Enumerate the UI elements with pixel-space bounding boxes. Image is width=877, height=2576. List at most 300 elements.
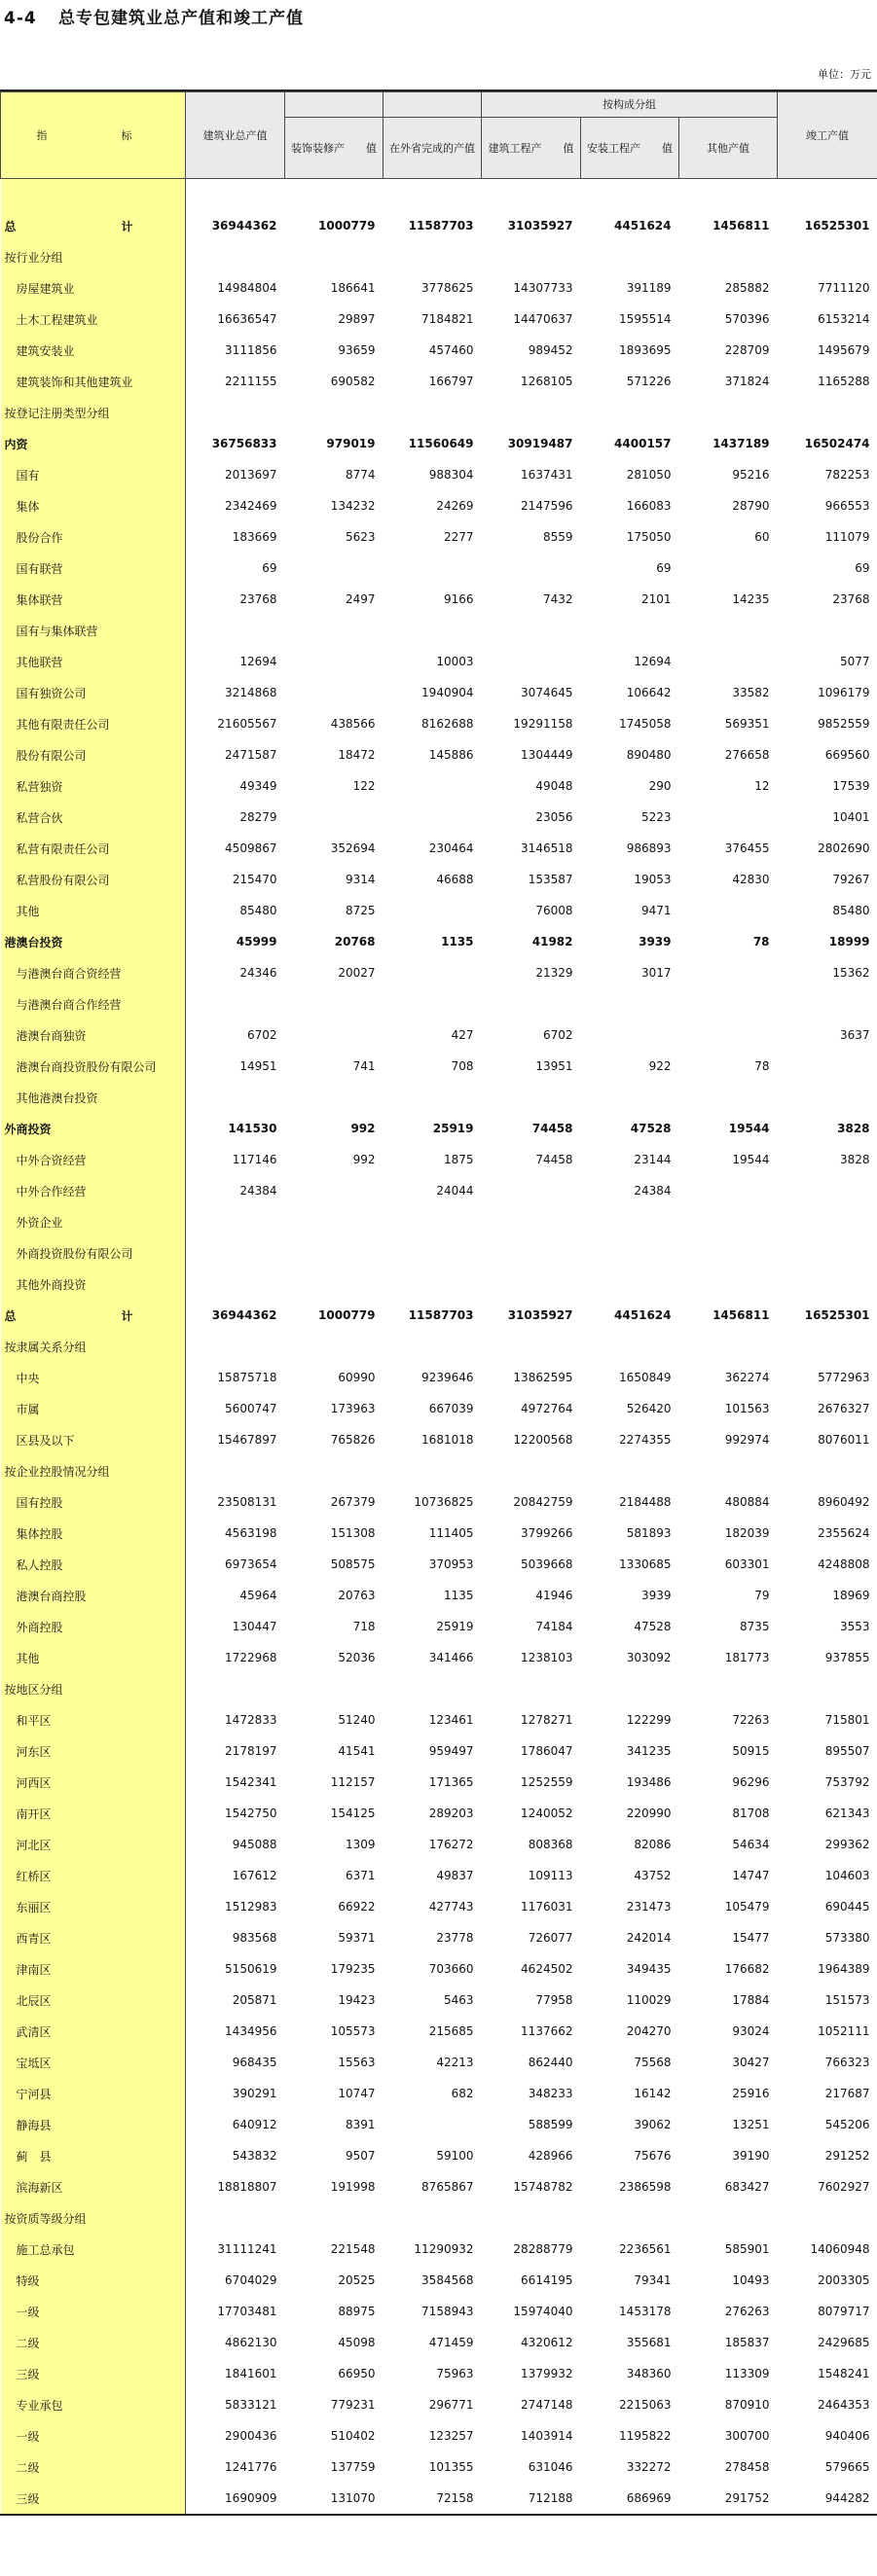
- table-row: [1, 1113, 877, 1144]
- cell-value: [679, 397, 778, 428]
- cell-value: 9166: [443, 592, 474, 606]
- table-row: [1, 646, 877, 677]
- cell-value: 52036: [338, 1651, 376, 1664]
- cell-value: 31035927: [507, 1308, 573, 1322]
- cell-value: 285882: [724, 281, 770, 295]
- cell-value: 579665: [824, 2460, 870, 2474]
- table-row: [1, 1331, 877, 1362]
- cell-value: 215470: [232, 873, 277, 886]
- cell-value: 18969: [832, 1589, 870, 1602]
- cell-value: 291752: [724, 2491, 770, 2505]
- table-row: [1, 1611, 877, 1642]
- table-row: [1, 833, 877, 864]
- cell-value: 3637: [839, 1028, 870, 1042]
- cell-value: 39190: [732, 2149, 770, 2163]
- cell-value: 6614195: [521, 2273, 573, 2287]
- row-label: 一级: [1, 2420, 186, 2451]
- spacer-row: [1, 179, 877, 211]
- cell-value: 3214868: [225, 686, 277, 699]
- cell-value: 3939: [640, 1589, 672, 1602]
- cell-value: 20763: [338, 1589, 376, 1602]
- cell-value: 2464353: [818, 2398, 870, 2412]
- row-label: 其他: [1, 895, 186, 926]
- cell-value: 779231: [330, 2398, 376, 2412]
- cell-value: 59100: [436, 2149, 474, 2163]
- row-label: 一级: [1, 2296, 186, 2327]
- cell-value: 341235: [626, 1744, 672, 1758]
- cell-value: [679, 988, 778, 1020]
- cell-value: [679, 241, 778, 272]
- cell-value: 940406: [824, 2429, 870, 2443]
- row-label: 其他港澳台投资: [1, 1082, 186, 1113]
- table-row: [1, 2296, 877, 2327]
- cell-value: 290: [648, 779, 672, 793]
- cell-value: 18818807: [217, 2180, 277, 2194]
- cell-value: [384, 1455, 482, 1486]
- cell-value: 7158943: [421, 2305, 474, 2318]
- cell-value: 111405: [428, 1526, 474, 1540]
- cell-value: 14307733: [513, 281, 573, 295]
- cell-value: 1241776: [225, 2460, 277, 2474]
- cell-value: 1135: [441, 935, 474, 948]
- cell-value: 123257: [428, 2429, 474, 2443]
- cell-value: 390291: [232, 2087, 277, 2100]
- table-row: [1, 708, 877, 739]
- cell-value: 5463: [443, 1993, 474, 2007]
- cell-value: 1165288: [818, 375, 870, 388]
- cell-value: 81708: [732, 1807, 770, 1820]
- cell-value: 6153214: [818, 312, 870, 326]
- unit-label: 单位：万元: [818, 68, 871, 81]
- table-row: [1, 1300, 877, 1331]
- cell-value: 2355624: [818, 1526, 870, 1540]
- cell-value: 667039: [428, 1402, 474, 1415]
- cell-value: [384, 802, 482, 833]
- table-row: [1, 2202, 877, 2234]
- cell-value: 1893695: [619, 343, 672, 357]
- row-label: 按隶属关系分组: [1, 1331, 186, 1362]
- cell-value: 5623: [345, 530, 376, 544]
- cell-value: 1964389: [818, 1962, 870, 1976]
- cell-value: [384, 2109, 482, 2140]
- cell-value: [679, 957, 778, 988]
- cell-value: 1542750: [225, 1807, 277, 1820]
- cell-value: [482, 1082, 581, 1113]
- table-row: [1, 584, 877, 615]
- cell-value: [778, 1051, 877, 1082]
- row-label: 私营合伙: [1, 802, 186, 833]
- cell-value: 182039: [724, 1526, 770, 1540]
- cell-value: 31111241: [217, 2242, 277, 2256]
- cell-value: 15563: [338, 2056, 376, 2069]
- cell-value: 166083: [626, 499, 672, 513]
- row-label: 外商投资股份有限公司: [1, 1237, 186, 1269]
- table-row: [1, 397, 877, 428]
- cell-value: 1240052: [521, 1807, 573, 1820]
- table-row: [1, 2451, 877, 2483]
- cell-value: 5077: [839, 655, 870, 668]
- cell-value: 16525301: [804, 219, 870, 233]
- cell-value: 19053: [634, 873, 672, 886]
- cell-value: 2274355: [619, 1433, 672, 1447]
- cell-value: 79341: [634, 2273, 672, 2287]
- cell-value: 289203: [428, 1807, 474, 1820]
- cell-value: 10003: [436, 655, 474, 668]
- table-row: [1, 1580, 877, 1611]
- cell-value: 30427: [732, 2056, 770, 2069]
- cell-value: 14060948: [810, 2242, 870, 2256]
- cell-value: [285, 646, 384, 677]
- cell-value: 1252559: [521, 1775, 573, 1789]
- cell-value: 154125: [330, 1807, 376, 1820]
- cell-value: 205871: [232, 1993, 277, 2007]
- row-label: 与港澳台商合资经营: [1, 957, 186, 988]
- cell-value: 36756833: [211, 437, 277, 450]
- cell-value: 25916: [732, 2087, 770, 2100]
- cell-value: 1304449: [521, 748, 573, 762]
- cell-value: 24384: [634, 1184, 672, 1198]
- cell-value: 3778625: [421, 281, 474, 295]
- cell-value: 41982: [531, 935, 573, 948]
- cell-value: 3017: [640, 966, 672, 980]
- cell-value: 3111856: [225, 343, 277, 357]
- cell-value: [778, 615, 877, 646]
- cell-value: 2900436: [225, 2429, 277, 2443]
- table-row: [1, 677, 877, 708]
- cell-value: [384, 1269, 482, 1300]
- cell-value: [581, 1237, 679, 1269]
- cell-value: [482, 1237, 581, 1269]
- cell-value: 2497: [345, 592, 376, 606]
- cell-value: 185837: [724, 2336, 770, 2349]
- cell-value: 1137662: [521, 2024, 573, 2038]
- row-label: 港澳台商独资: [1, 1020, 186, 1051]
- row-label: 私人控股: [1, 1549, 186, 1580]
- cell-value: [285, 241, 384, 272]
- row-label: 区县及以下: [1, 1424, 186, 1455]
- cell-value: [482, 1206, 581, 1237]
- cell-value: [482, 1331, 581, 1362]
- cell-value: [285, 1020, 384, 1051]
- cell-value: [384, 553, 482, 584]
- cell-value: [384, 1082, 482, 1113]
- cell-value: [778, 397, 877, 428]
- cell-value: 2236561: [619, 2242, 672, 2256]
- cell-value: 176272: [428, 1838, 474, 1851]
- cell-value: [285, 802, 384, 833]
- cell-value: 24346: [239, 966, 277, 980]
- cell-value: 11587703: [408, 219, 474, 233]
- cell-value: [186, 1269, 285, 1300]
- cell-value: 545206: [824, 2118, 870, 2131]
- cell-value: [285, 1206, 384, 1237]
- header-blank-1: [285, 92, 384, 118]
- table-row: [1, 2016, 877, 2047]
- cell-value: 959497: [428, 1744, 474, 1758]
- cell-value: [186, 397, 285, 428]
- cell-value: 5600747: [225, 1402, 277, 1415]
- cell-value: 66950: [338, 2367, 376, 2380]
- cell-value: 3553: [839, 1620, 870, 1633]
- cell-value: 621343: [824, 1807, 870, 1820]
- cell-value: [285, 1237, 384, 1269]
- cell-value: 74458: [531, 1122, 573, 1135]
- table-row: [1, 366, 877, 397]
- cell-value: 28288779: [513, 2242, 573, 2256]
- cell-value: 6702: [542, 1028, 573, 1042]
- cell-value: 303092: [626, 1651, 672, 1664]
- cell-value: 109113: [528, 1869, 573, 1882]
- cell-value: 88975: [338, 2305, 376, 2318]
- table-row: [1, 2140, 877, 2171]
- cell-value: 60990: [338, 1371, 376, 1384]
- cell-value: 4451624: [614, 219, 672, 233]
- cell-value: 570396: [724, 312, 770, 326]
- table-row: [1, 1082, 877, 1113]
- cell-value: 10401: [832, 810, 870, 824]
- cell-value: [482, 615, 581, 646]
- cell-value: 186641: [330, 281, 376, 295]
- cell-value: 690582: [330, 375, 376, 388]
- cell-value: 6702: [246, 1028, 277, 1042]
- cell-value: [384, 397, 482, 428]
- cell-value: 588599: [528, 2118, 573, 2131]
- cell-value: [384, 1331, 482, 1362]
- cell-value: 19291158: [513, 717, 573, 731]
- table-row: [1, 1175, 877, 1206]
- row-label: 其他联营: [1, 646, 186, 677]
- cell-value: 573380: [824, 1931, 870, 1945]
- cell-value: 20842759: [513, 1495, 573, 1509]
- cell-value: 221548: [330, 2242, 376, 2256]
- cell-value: 6704029: [225, 2273, 277, 2287]
- cell-value: 123461: [428, 1713, 474, 1727]
- cell-value: 8725: [345, 904, 376, 917]
- cell-value: 1238103: [521, 1651, 573, 1664]
- cell-value: 215685: [428, 2024, 474, 2038]
- table-row: [1, 1549, 877, 1580]
- cell-value: 355681: [626, 2336, 672, 2349]
- cell-value: [285, 2202, 384, 2234]
- cell-value: 105479: [724, 1900, 770, 1914]
- row-label: 北辰区: [1, 1985, 186, 2016]
- cell-value: 21329: [535, 966, 573, 980]
- table-row: [1, 1393, 877, 1424]
- cell-value: 300700: [724, 2429, 770, 2443]
- cell-value: 23056: [535, 810, 573, 824]
- table-row: [1, 1362, 877, 1393]
- cell-value: [778, 2202, 877, 2234]
- cell-value: 427743: [428, 1900, 474, 1914]
- cell-value: 1786047: [521, 1744, 573, 1758]
- cell-value: 370953: [428, 1557, 474, 1571]
- row-label: 静海县: [1, 2109, 186, 2140]
- table-row: [1, 1269, 877, 1300]
- cell-value: [679, 646, 778, 677]
- cell-value: 6973654: [225, 1557, 277, 1571]
- cell-value: 267379: [330, 1495, 376, 1509]
- cell-value: 10493: [732, 2273, 770, 2287]
- header-out-of-province: 在外省完成的产值: [384, 118, 482, 179]
- cell-value: 72263: [732, 1713, 770, 1727]
- cell-value: 862440: [528, 2056, 573, 2069]
- cell-value: 14951: [239, 1059, 277, 1073]
- cell-value: 45999: [236, 935, 277, 948]
- cell-value: [679, 802, 778, 833]
- cell-value: 352694: [330, 841, 376, 855]
- row-label: 港澳台商控股: [1, 1580, 186, 1611]
- table-row: [1, 2483, 877, 2514]
- cell-value: [186, 2202, 285, 2234]
- table-row: [1, 1767, 877, 1798]
- cell-value: [778, 1269, 877, 1300]
- cell-value: [581, 1082, 679, 1113]
- cell-value: 2178197: [225, 1744, 277, 1758]
- cell-value: 18472: [338, 748, 376, 762]
- row-label: 其他有限责任公司: [1, 708, 186, 739]
- cell-value: 8765867: [421, 2180, 474, 2194]
- cell-value: 101355: [428, 2460, 474, 2474]
- cell-value: [186, 615, 285, 646]
- row-label: 股份有限公司: [1, 739, 186, 770]
- cell-value: 2003305: [818, 2273, 870, 2287]
- cell-value: 1453178: [619, 2305, 672, 2318]
- cell-value: 30919487: [507, 437, 573, 450]
- cell-value: 24269: [436, 499, 474, 513]
- cell-value: 15477: [732, 1931, 770, 1945]
- cell-value: 25919: [432, 1122, 474, 1135]
- row-label: 按地区分组: [1, 1673, 186, 1704]
- cell-value: 585901: [724, 2242, 770, 2256]
- cell-value: 166797: [428, 375, 474, 388]
- table-row: [1, 926, 877, 957]
- cell-value: 16142: [634, 2087, 672, 2100]
- cell-value: [285, 1082, 384, 1113]
- cell-value: 1940904: [421, 686, 474, 699]
- row-label: 宁河县: [1, 2078, 186, 2109]
- cell-value: 16502474: [804, 437, 870, 450]
- cell-value: 75568: [634, 2056, 672, 2069]
- table-row: [1, 615, 877, 646]
- cell-value: 765826: [330, 1433, 376, 1447]
- cell-value: 989452: [528, 343, 573, 357]
- cell-value: 78: [754, 1059, 770, 1073]
- cell-value: [186, 1331, 285, 1362]
- table-title-text: 总专包建筑业总产值和竣工产值: [58, 9, 304, 28]
- cell-value: 782253: [824, 468, 870, 482]
- cell-value: 1195822: [619, 2429, 672, 2443]
- table-row: [1, 553, 877, 584]
- cell-value: [285, 1673, 384, 1704]
- cell-value: [285, 988, 384, 1020]
- cell-value: 766323: [824, 2056, 870, 2069]
- row-label: 和平区: [1, 1704, 186, 1735]
- cell-value: 348233: [528, 2087, 573, 2100]
- cell-value: 16525301: [804, 1308, 870, 1322]
- cell-value: 1595514: [619, 312, 672, 326]
- cell-value: 145886: [428, 748, 474, 762]
- cell-value: 708: [451, 1059, 474, 1073]
- row-label: 集体联营: [1, 584, 186, 615]
- row-label: 三级: [1, 2358, 186, 2389]
- cell-value: 291252: [824, 2149, 870, 2163]
- cell-value: 28279: [239, 810, 277, 824]
- cell-value: 299362: [824, 1838, 870, 1851]
- cell-value: 2342469: [225, 499, 277, 513]
- cell-value: 276263: [724, 2305, 770, 2318]
- cell-value: 2147596: [521, 499, 573, 513]
- cell-value: 12: [754, 779, 770, 793]
- table-row: [1, 1518, 877, 1549]
- cell-value: 1135: [443, 1589, 474, 1602]
- cell-value: 986893: [626, 841, 672, 855]
- header-total-output: 建筑业总产值: [186, 92, 285, 179]
- cell-value: 23508131: [217, 1495, 277, 1509]
- cell-value: 944282: [824, 2491, 870, 2505]
- row-label: 国有联营: [1, 553, 186, 584]
- cell-value: [482, 2202, 581, 2234]
- cell-value: 7602927: [818, 2180, 870, 2194]
- cell-value: 428966: [528, 2149, 573, 2163]
- row-label: 按行业分组: [1, 241, 186, 272]
- cell-value: 59371: [338, 1931, 376, 1945]
- cell-value: 1403914: [521, 2429, 573, 2443]
- cell-value: 2802690: [818, 841, 870, 855]
- cell-value: 36944362: [211, 219, 277, 233]
- cell-value: 8774: [345, 468, 376, 482]
- cell-value: [186, 241, 285, 272]
- cell-value: 15974040: [513, 2305, 573, 2318]
- cell-value: 992: [352, 1153, 376, 1166]
- cell-value: 14470637: [513, 312, 573, 326]
- cell-value: 75676: [634, 2149, 672, 2163]
- row-label: 施工总承包: [1, 2234, 186, 2265]
- cell-value: 231473: [626, 1900, 672, 1914]
- table-row: [1, 2389, 877, 2420]
- cell-value: [186, 988, 285, 1020]
- cell-value: 141530: [228, 1122, 277, 1135]
- cell-value: 23768: [832, 592, 870, 606]
- cell-value: 49837: [436, 1869, 474, 1882]
- cell-value: [679, 1237, 778, 1269]
- row-label: 国有独资公司: [1, 677, 186, 708]
- cell-value: [581, 1331, 679, 1362]
- cell-value: 18999: [828, 935, 870, 948]
- cell-value: 95216: [732, 468, 770, 482]
- header-decoration: 装饰装修产 值: [285, 118, 384, 179]
- cell-value: 3939: [639, 935, 672, 948]
- cell-value: 16636547: [217, 312, 277, 326]
- row-label: 与港澳台商合作经营: [1, 988, 186, 1020]
- cell-value: 76008: [535, 904, 573, 917]
- cell-value: 66922: [338, 1900, 376, 1914]
- row-label: 私营有限责任公司: [1, 833, 186, 864]
- cell-value: 101563: [724, 1402, 770, 1415]
- row-label: 东丽区: [1, 1891, 186, 1922]
- cell-value: 1512983: [225, 1900, 277, 1914]
- cell-value: [679, 553, 778, 584]
- cell-value: 10736825: [414, 1495, 474, 1509]
- cell-value: [384, 1237, 482, 1269]
- cell-value: 6371: [345, 1869, 376, 1882]
- cell-value: [384, 988, 482, 1020]
- cell-value: 13862595: [513, 1371, 573, 1384]
- cell-value: 349435: [626, 1962, 672, 1976]
- cell-value: 173963: [330, 1402, 376, 1415]
- cell-value: [679, 1269, 778, 1300]
- cell-value: 3584568: [421, 2273, 474, 2287]
- table-row: [1, 988, 877, 1020]
